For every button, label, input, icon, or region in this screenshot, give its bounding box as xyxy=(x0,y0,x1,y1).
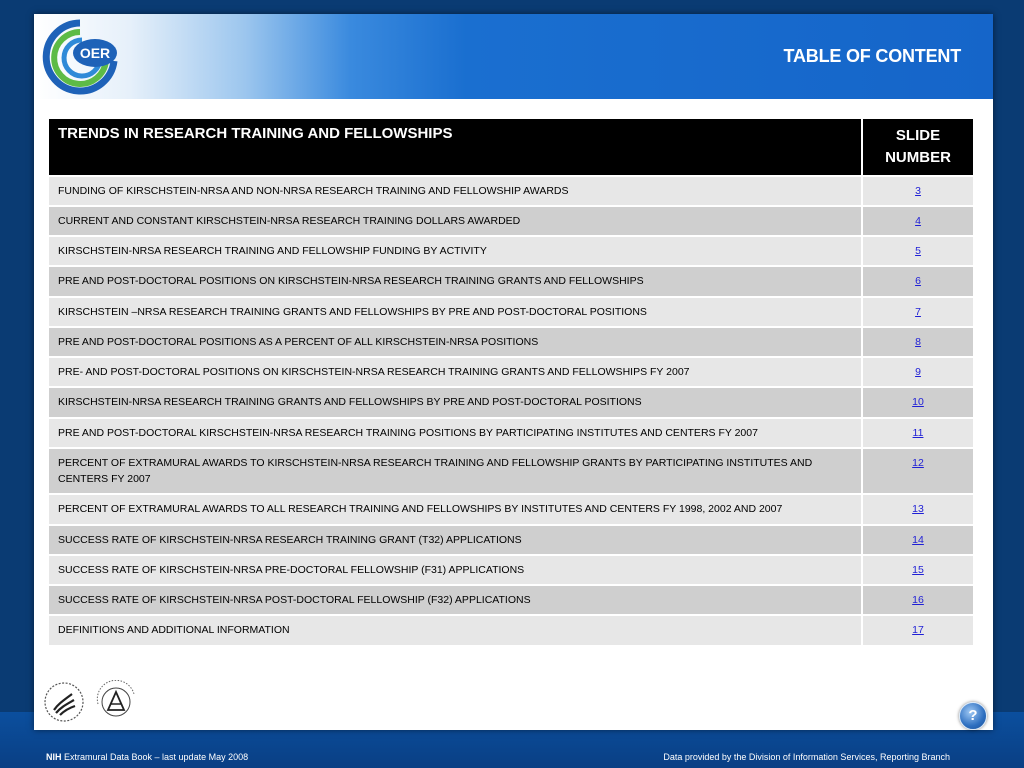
row-slide-cell xyxy=(863,177,973,205)
row-title: DEFINITIONS AND ADDITIONAL INFORMATION xyxy=(49,616,861,644)
help-button[interactable] xyxy=(959,702,987,730)
row-slide-cell xyxy=(863,298,973,326)
slide-link[interactable]: 16 xyxy=(912,594,924,607)
slide-link[interactable]: 13 xyxy=(912,503,924,516)
footer-nih-label: NIH xyxy=(46,752,62,762)
page-title: TABLE OF CONTENT xyxy=(783,46,961,66)
slide-link[interactable]: 4 xyxy=(915,214,921,227)
row-title: SUCCESS RATE OF KIRSCHSTEIN-NRSA PRE-DOCTORAL FELLOWSHIP (F31) APPLICATIONS xyxy=(49,556,861,584)
table-row xyxy=(49,586,973,614)
row-title: SUCCESS RATE OF KIRSCHSTEIN-NRSA POST-DOCTORAL FELLOWSHIP (F32) APPLICATIONS xyxy=(49,586,861,614)
table-row xyxy=(49,556,973,584)
slide-link[interactable]: 8 xyxy=(915,335,921,348)
help-icon: ? xyxy=(968,707,978,724)
table-row xyxy=(49,207,973,235)
slide-number-header: SLIDE NUMBER xyxy=(863,119,973,175)
slide-link[interactable]: 10 xyxy=(912,396,924,409)
slide-link[interactable]: 15 xyxy=(912,563,924,576)
contents-table xyxy=(47,117,975,647)
row-slide-cell xyxy=(863,495,973,523)
row-slide-cell xyxy=(863,586,973,614)
slide-link[interactable]: 6 xyxy=(915,275,921,288)
row-title: PRE AND POST-DOCTORAL POSITIONS ON KIRSCHSTEIN-NRSA RESEARCH TRAINING GRANTS AND FELLOWSHIPS xyxy=(49,267,861,295)
slide-link[interactable]: 9 xyxy=(915,366,921,379)
slide-link[interactable]: 11 xyxy=(912,426,924,439)
row-title: PERCENT OF EXTRAMURAL AWARDS TO ALL RESEARCH TRAINING AND FELLOWSHIPS BY INSTITUTES AND CENTERS FY 1998, 2002 AND 2007 xyxy=(49,495,861,523)
row-slide-cell xyxy=(863,267,973,295)
row-title: PRE AND POST-DOCTORAL POSITIONS AS A PERCENT OF ALL KIRSCHSTEIN-NRSA POSITIONS xyxy=(49,328,861,356)
table-row xyxy=(49,388,973,416)
oer-logo-icon xyxy=(40,19,120,95)
hhs-seal-icon xyxy=(42,680,86,724)
nih-seal-icon xyxy=(92,680,140,724)
footer-left xyxy=(46,752,248,762)
row-title: PERCENT OF EXTRAMURAL AWARDS TO KIRSCHSTEIN-NRSA RESEARCH TRAINING AND FELLOWSHIP GRANTS BY PARTICIPATING INSTITUTES AND CENTERS FY 2007 xyxy=(49,449,861,494)
table-row xyxy=(49,419,973,447)
row-slide-cell xyxy=(863,388,973,416)
table-row xyxy=(49,495,973,523)
table-row xyxy=(49,526,973,554)
table-row xyxy=(49,267,973,295)
table-row xyxy=(49,616,973,644)
table-row xyxy=(49,298,973,326)
row-slide-cell xyxy=(863,556,973,584)
row-slide-cell xyxy=(863,358,973,386)
table-row xyxy=(49,328,973,356)
row-slide-cell xyxy=(863,207,973,235)
table-row xyxy=(49,358,973,386)
slide-link[interactable]: 14 xyxy=(912,533,924,546)
row-title: SUCCESS RATE OF KIRSCHSTEIN-NRSA RESEARCH TRAINING GRANT (T32) APPLICATIONS xyxy=(49,526,861,554)
table-row xyxy=(49,177,973,205)
table-header-row xyxy=(49,119,973,175)
footer-databook-text: Extramural Data Book – last update May 2008 xyxy=(61,752,249,762)
row-title: FUNDING OF KIRSCHSTEIN-NRSA AND NON-NRSA RESEARCH TRAINING AND FELLOWSHIP AWARDS xyxy=(49,177,861,205)
row-slide-cell xyxy=(863,526,973,554)
table-row xyxy=(49,449,973,494)
row-title: KIRSCHSTEIN-NRSA RESEARCH TRAINING GRANTS AND FELLOWSHIPS BY PRE AND POST-DOCTORAL POSITIONS xyxy=(49,388,861,416)
row-title: PRE AND POST-DOCTORAL KIRSCHSTEIN-NRSA RESEARCH TRAINING POSITIONS BY PARTICIPATING INSTITUTES AND CENTERS FY 2007 xyxy=(49,419,861,447)
slide xyxy=(34,14,993,730)
logo-text: OER xyxy=(79,45,111,61)
row-slide-cell xyxy=(863,419,973,447)
table-row xyxy=(49,237,973,265)
row-slide-cell xyxy=(863,616,973,644)
slide-link[interactable]: 5 xyxy=(915,245,921,258)
row-slide-cell xyxy=(863,237,973,265)
row-title: KIRSCHSTEIN –NRSA RESEARCH TRAINING GRANTS AND FELLOWSHIPS BY PRE AND POST-DOCTORAL POSITIONS xyxy=(49,298,861,326)
slide-link[interactable]: 17 xyxy=(912,624,924,637)
row-slide-cell xyxy=(863,328,973,356)
section-header: TRENDS IN RESEARCH TRAINING AND FELLOWSHIPS xyxy=(49,119,861,175)
row-slide-cell xyxy=(863,449,973,494)
row-title: KIRSCHSTEIN-NRSA RESEARCH TRAINING AND FELLOWSHIP FUNDING BY ACTIVITY xyxy=(49,237,861,265)
slide-header xyxy=(34,14,993,99)
footer-right: Data provided by the Division of Information Services, Reporting Branch xyxy=(663,752,950,762)
slide-link[interactable]: 3 xyxy=(915,184,921,197)
slide-link[interactable]: 12 xyxy=(912,456,924,469)
row-title: PRE- AND POST-DOCTORAL POSITIONS ON KIRSCHSTEIN-NRSA RESEARCH TRAINING GRANTS AND FELLOWSHIPS FY 2007 xyxy=(49,358,861,386)
slide-link[interactable]: 7 xyxy=(915,305,921,318)
row-title: CURRENT AND CONSTANT KIRSCHSTEIN-NRSA RESEARCH TRAINING DOLLARS AWARDED xyxy=(49,207,861,235)
